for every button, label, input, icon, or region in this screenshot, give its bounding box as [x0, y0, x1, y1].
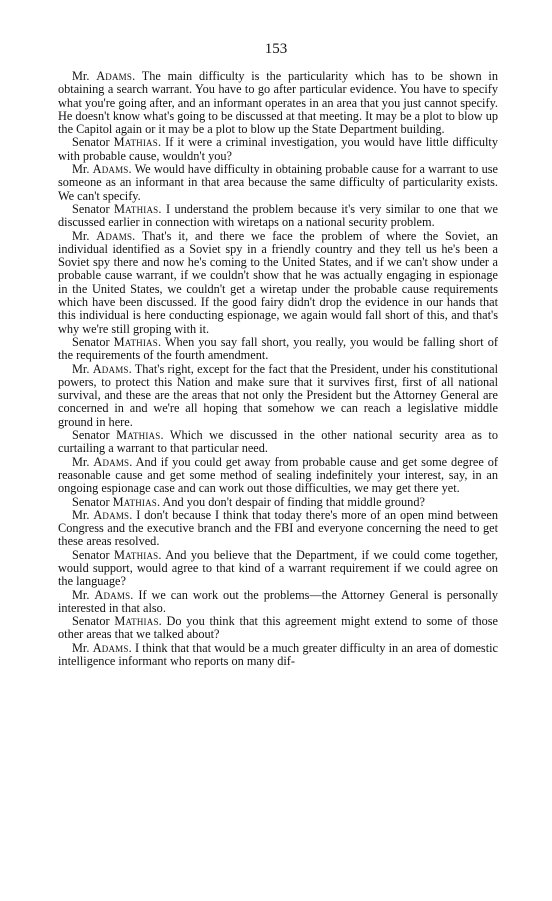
speaker-name: Mathias	[114, 547, 159, 562]
transcript-paragraph: Senator Mathias. Which we discussed in the other national security area as to curtailing a warrant to that particular need.	[58, 428, 498, 456]
paragraph-text: When you say fall short, you really, you would be falling short of the requirements of the fourth amendment.	[58, 334, 498, 363]
transcript-paragraph: Mr. Adams. That's right, except for the fact that the President, under his constitutional powers, to protect this Nation and make sure that it survives first, first of all national survival, and these are the areas that not only the President but the Attorney General are concerned in and we're all hoping that somehow we can reach a legislative middle ground in here.	[58, 361, 498, 429]
paragraph-text: That's it, and there we face the problem of where the Soviet, an individual identified as a Soviet spy in a friendly country and they tell us he's been a Soviet spy there and now he's coming to the United States, and if we can't show under a probable cause warrant, if we couldn't show that he was actually engaging in espionage in the United States, we couldn't get a wiretap under the probable cause requirements which have been discussed. If the good fairy didn't drop the evidence in our hands that this individual is here conducting espionage, we again would fall short of this, and that's why we're still groping with it.	[58, 228, 498, 336]
speaker-name: Mathias	[114, 201, 159, 216]
transcript-paragraph: Mr. Adams. And if you could get away from probable cause and get some degree of reasonable cause and get some method of sealing indefinitely your interest, say, in an ongoing espionage case and can work out those difficulties, we may get there yet.	[58, 454, 498, 496]
speaker-title: Senator	[72, 614, 110, 629]
speaker-title: Mr.	[72, 507, 90, 522]
speaker-title: Mr.	[72, 454, 90, 469]
speaker-name: Adams	[92, 162, 129, 177]
transcript-paragraph: Senator Mathias. Do you think that this agreement might extend to some of those other areas that we talked about?	[58, 614, 498, 642]
transcript-paragraph: Senator Mathias. I understand the problem because it's very similar to one that we discussed earlier in connection with wiretaps on a national security problem.	[58, 201, 498, 230]
transcript-paragraph: Senator Mathias. When you say fall short, you really, you would be falling short of the requirements of the fourth amendment.	[58, 334, 498, 363]
speaker-title: Mr.	[72, 228, 90, 243]
paragraph-text: That's right, except for the fact that the President, under his constitutional powers, to protect this Nation and make sure that it survives first, first of all national survival, and these are the areas that not only the President but the Attorney General are concerned in and we're all hoping that somehow we can reach a legislative middle ground in here.	[58, 361, 498, 429]
speaker-title: Mr.	[72, 69, 90, 83]
speaker-name: Adams	[96, 228, 133, 243]
speaker-name: Adams	[92, 640, 129, 655]
paragraph-text: Do you think that this agreement might extend to some of those other areas that we talked about?	[58, 614, 498, 642]
speaker-name: Mathias	[116, 428, 161, 443]
speaker-name: Adams	[96, 69, 133, 83]
speaker-title: Mr.	[72, 162, 90, 177]
paragraph-text: I think that that would be a much greater difficulty in an area of domestic intelligence informant who reports on many dif-	[58, 640, 498, 669]
paragraph-text: If we can work out the problems—the Attorney General is personally interested in that also.	[58, 587, 498, 615]
speaker-title: Senator	[72, 201, 110, 216]
page-number: 153	[264, 41, 288, 57]
speaker-name: Adams	[94, 587, 131, 602]
paragraph-text: And you don't despair of finding that middle ground?	[162, 494, 425, 509]
paragraph-text: If it were a criminal investigation, you would have little difficulty with probable cause, wouldn't you?	[58, 135, 498, 163]
speaker-title: Mr.	[72, 587, 90, 602]
paragraph-text: Which we discussed in the other national security area as to curtailing a warrant to that particular need.	[58, 428, 498, 456]
speaker-title: Senator	[72, 135, 110, 150]
transcript-paragraph: Mr. Adams. We would have difficulty in obtaining probable cause for a warrant to use someone as an informant in that area because the same difficulty of particularity exists. We can't specify.	[58, 162, 498, 203]
paragraph-text: And if you could get away from probable cause and get some degree of reasonable cause and get some method of sealing indefinitely your interest, say, in an ongoing espionage case and can work out those difficulties, we may get there yet.	[58, 454, 498, 496]
transcript-body	[58, 70, 498, 668]
transcript-paragraph: Senator Mathias. And you don't despair of finding that middle ground?	[72, 494, 425, 509]
speaker-name: Mathias	[114, 614, 159, 629]
transcript-paragraph: Mr. Adams. I don't because I think that today there's more of an open mind between Congress and the executive branch and the FBI and everyone concerning the need to get these areas resolved.	[58, 507, 498, 549]
transcript-paragraph: Senator Mathias. And you believe that the Department, if we could come together, would support, would agree to that kind of a warrant requirement if we could agree on the language?	[58, 547, 498, 589]
transcript-paragraph: Mr. Adams. That's it, and there we face the problem of where the Soviet, an individual identified as a Soviet spy in a friendly country and they tell us he's been a Soviet spy there and now he's coming to the United States, and if we can't show under a probable cause warrant, if we couldn't show that he was actually engaging in espionage in the United States, we couldn't get a wiretap under the probable cause requirements which have been discussed. If the good fairy didn't drop the evidence in our hands that this individual is here conducting espionage, we again would fall short of this, and that's why we're still groping with it.	[58, 228, 498, 336]
transcript-paragraph: Senator Mathias. If it were a criminal investigation, you would have little difficulty with probable cause, wouldn't you?	[58, 135, 498, 163]
speaker-title: Mr.	[72, 361, 90, 376]
paragraph-text: And you believe that the Department, if we could come together, would support, would agree to that kind of a warrant requirement if we could agree on the language?	[58, 547, 498, 589]
paragraph-text: I don't because I think that today there's more of an open mind between Congress and the executive branch and the FBI and everyone concerning the need to get these areas resolved.	[58, 507, 498, 549]
speaker-title: Mr.	[72, 640, 90, 655]
speaker-name: Mathias	[113, 135, 158, 150]
speaker-title: Senator	[72, 428, 110, 443]
paragraph-text: The main difficulty is the particularity which has to be shown in obtaining a search warrant. You have to go after particular evidence. You have to specify what you're going after, and an informant operates in an area that you just cannot specify. He doesn't know what's going to be discussed at that meeting. It may be a plot to blow up the Capitol again or it may be a plot to blow up the State Department building.	[58, 69, 498, 137]
speaker-name: Adams	[93, 454, 130, 469]
transcript-paragraph: Mr. Adams. If we can work out the problems—the Attorney General is personally interested in that also.	[58, 587, 498, 615]
transcript-paragraph: Mr. Adams. The main difficulty is the particularity which has to be shown in obtaining a search warrant. You have to go after particular evidence. You have to specify what you're going after, and an informant operates in an area that you just cannot specify. He doesn't know what's going to be discussed at that meeting. It may be a plot to blow up the Capitol again or it may be a plot to blow up the State Department building.	[58, 69, 498, 137]
speaker-title: Senator	[72, 547, 110, 562]
speaker-name: Adams	[92, 361, 129, 376]
speaker-title: Senator	[72, 494, 110, 509]
speaker-title: Senator	[72, 334, 110, 349]
transcript-paragraph: Mr. Adams. I think that that would be a much greater difficulty in an area of domestic intelligence informant who reports on many dif-	[58, 640, 498, 669]
speaker-name: Adams	[93, 507, 130, 522]
speaker-name: Mathias	[113, 334, 158, 349]
paragraph-text: We would have difficulty in obtaining probable cause for a warrant to use someone as an informant in that area because the same difficulty of particularity exists. We can't specify.	[58, 162, 498, 203]
paragraph-text: I understand the problem because it's very similar to one that we discussed earlier in connection with wiretaps on a national security problem.	[58, 201, 498, 230]
speaker-name: Mathias	[112, 494, 157, 509]
